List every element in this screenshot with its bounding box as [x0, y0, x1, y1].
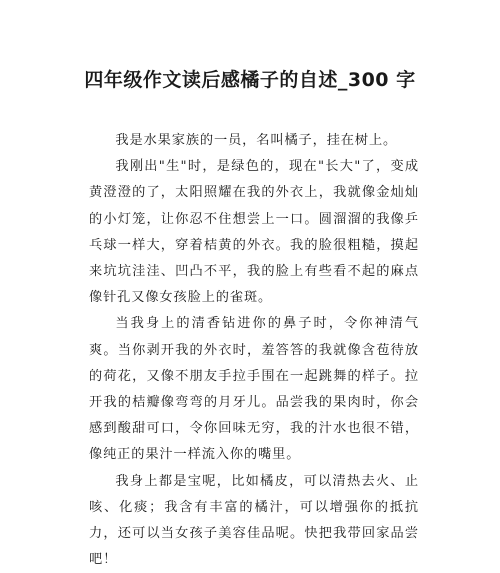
document-title: 四年级作文读后感橘子的自述_300 字: [84, 69, 416, 91]
paragraph-2: 我刚出"生"时，是绿色的，现在"长大"了，变成黄澄澄的了，太阳照耀在我的外衣上，我就像金灿灿的小灯笼，让你忍不住想尝上一口。圆溜溜的我像乒乓球一样大，穿着桔黄的外衣。我的脸很粗糙，摸起来坑坑洼洼、凹凸不平，我的脸上有些看不起的麻点像针孔又像女孩脸上的雀斑。: [89, 159, 419, 306]
paragraph-1: 我是水果家族的一员，名叫橘子，挂在树上。: [115, 133, 398, 148]
document-body: [89, 128, 419, 573]
paragraph-3: 当我身上的清香钻进你的鼻子时，令你神清气爽。当你剥开我的外衣时，羞答答的我就像含苞待放的荷花，又像不朋友手拉手围在一起跳舞的样子。拉开我的桔瓣像弯弯的月牙儿。品尝我的果肉时，你会感到酸甜可口，令你回味无穷，我的汁水也很不错，像纯正的果汁一样流入你的嘴里。: [89, 316, 419, 463]
paragraph-4: 我身上都是宝呢，比如橘皮，可以清热去火、止咳、化痰；我含有丰富的橘汁，可以增强你的抵抗力，还可以当女孩子美容佳品呢。快把我带回家品尝吧！: [89, 473, 419, 568]
